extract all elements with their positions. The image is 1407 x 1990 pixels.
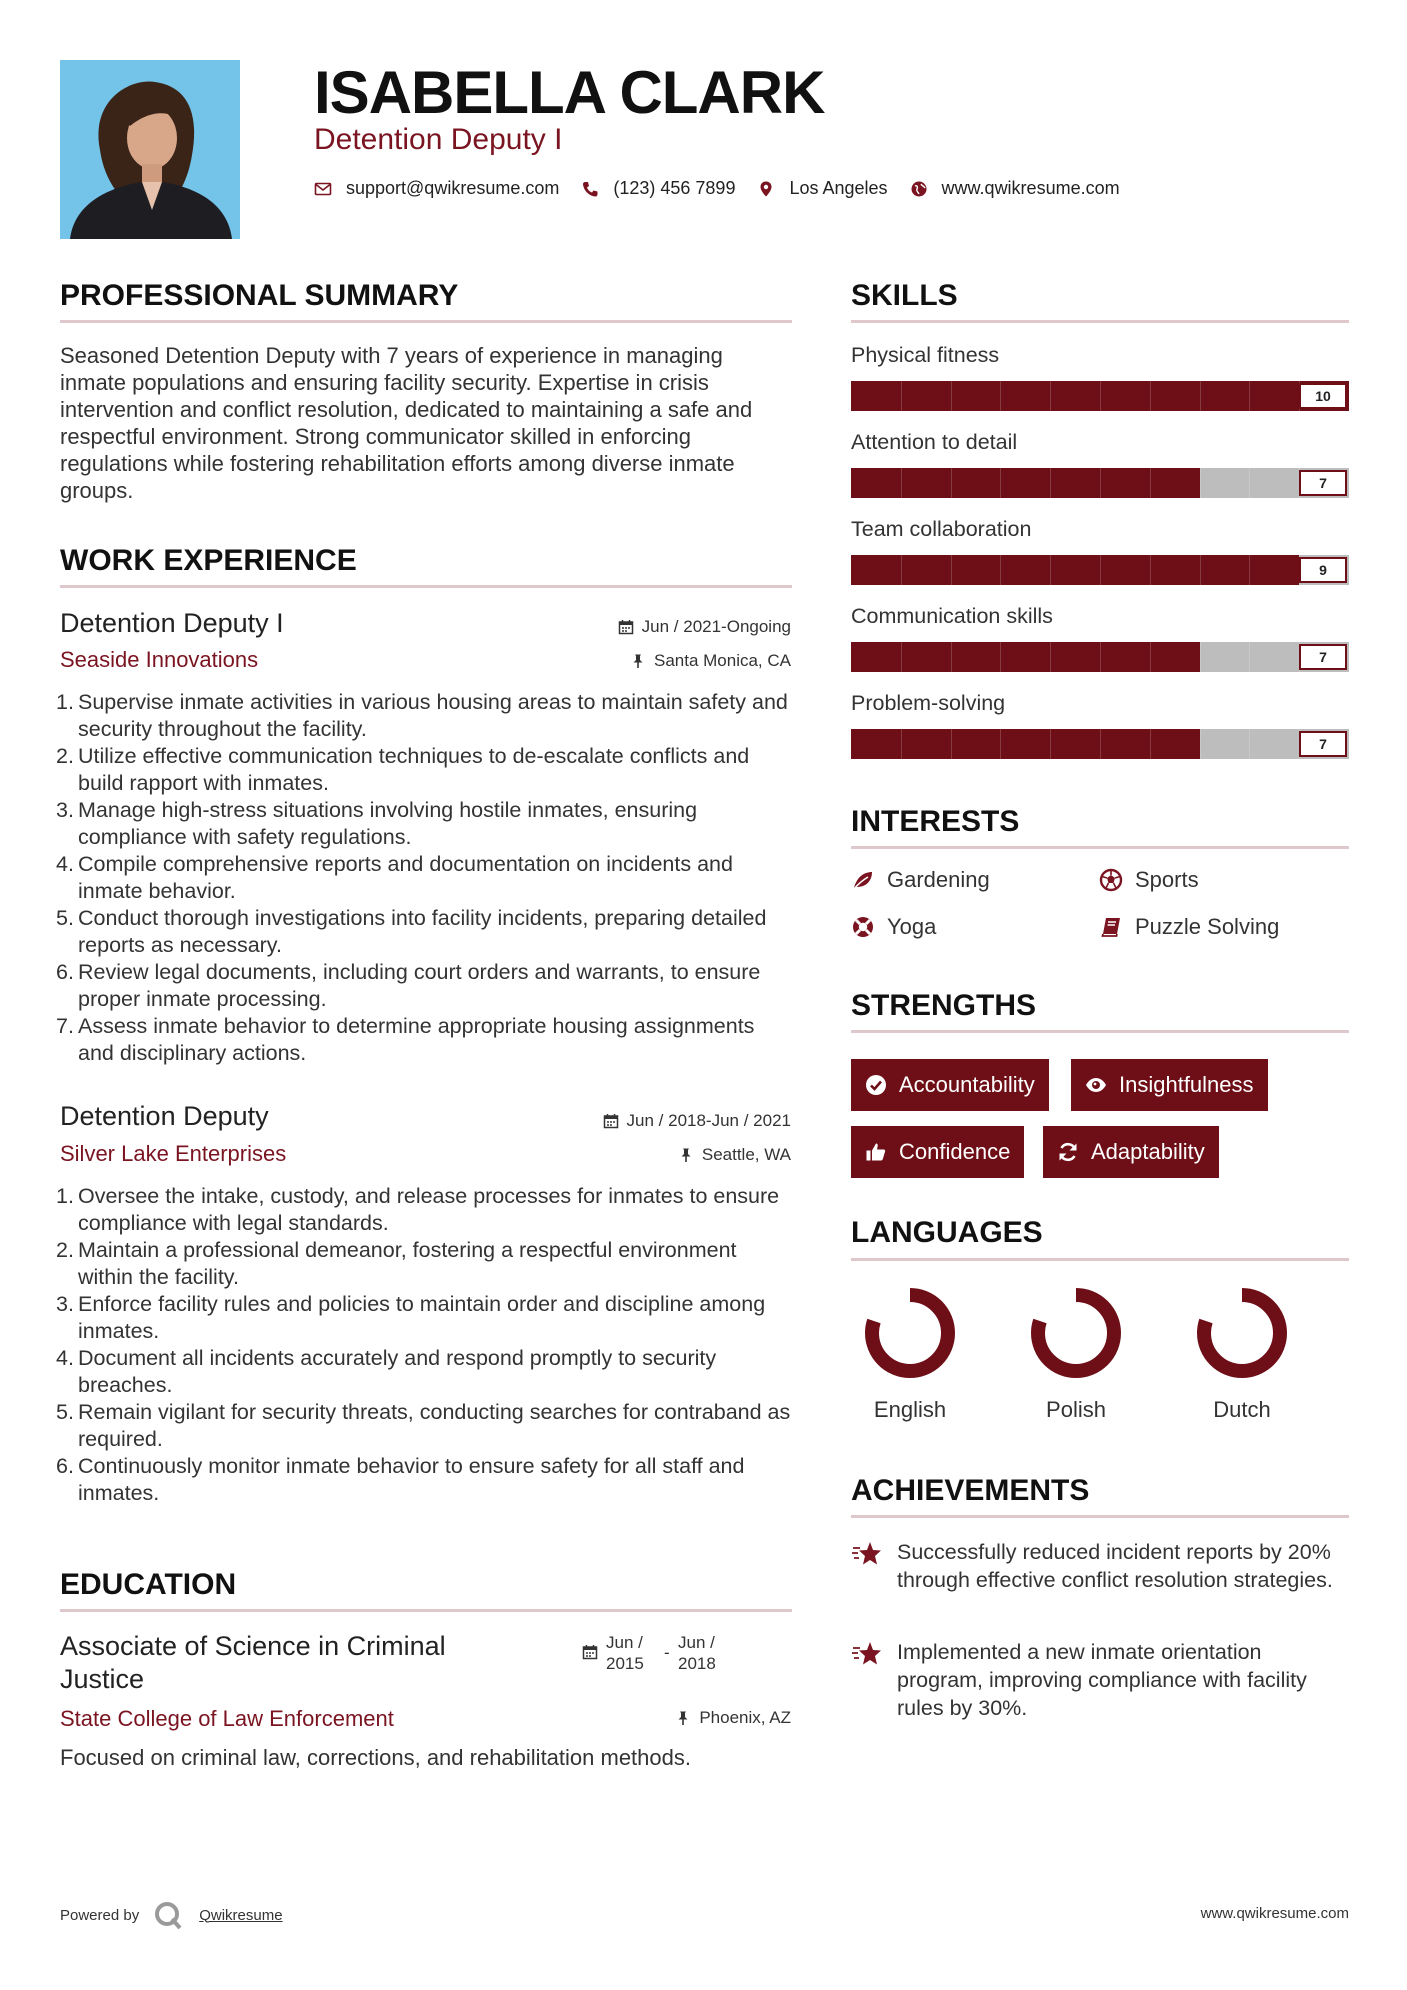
contact-bar [314,178,1142,199]
interest-item: Sports [1099,867,1199,893]
language-item [1026,1283,1126,1423]
list-item: 3. Enforce facility rules and policies to maintain order and discipline among inmates. [56,1292,766,1343]
language-item [860,1283,960,1423]
list-item: 2. Utilize effective communication techniques to de-escalate conflicts and build rapport with inmates. [56,744,750,795]
language-gauge-arc [1038,1295,1114,1371]
education-location-text: Phoenix, AZ [699,1708,791,1727]
job-company: Seaside Innovations [60,647,259,672]
education-description: Focused on criminal law, corrections, and rehabilitation methods. [60,1745,691,1770]
footer-powered-by [60,1900,283,1930]
language-name: Polish [1046,1397,1106,1422]
skill-bar-segment [1150,642,1151,672]
degree-title: Associate of Science in Criminal Justice [60,1631,446,1694]
soccer-ball-icon [1099,868,1123,892]
education-location [675,1707,791,1729]
language-gauge-arc [1204,1295,1280,1371]
skill-level-value: 7 [1299,644,1347,670]
profile-photo [60,60,240,239]
skill-bar-segment [1100,729,1101,759]
job-location-text: Seattle, WA [701,1145,791,1164]
skill-label: Team collaboration [851,517,1032,541]
phone-icon [581,180,599,198]
skill-level-value: 9 [1299,557,1347,583]
pushpin-icon [678,1147,694,1163]
interest-item: Yoga [851,914,936,940]
skill-label: Communication skills [851,604,1053,628]
education-dates: Jun / 2015 - Jun / 2018 [582,1632,716,1674]
language-gauge [1026,1283,1126,1383]
list-item: 6. Review legal documents, including court orders and warrants, to ensure proper inmate processing. [56,960,761,1011]
skill-bar-segment [1150,381,1151,411]
contact-email-text: support@qwikresume.com [346,178,560,198]
skill-bar-segment [1249,555,1250,585]
job-location [630,650,791,672]
brand-link[interactable]: Qwikresume [199,1906,283,1924]
interests-heading: INTERESTS [851,805,1020,838]
skill-bar-segment [1000,381,1001,411]
skill-bar-fill [851,555,1299,585]
education-divider [60,1609,792,1612]
summary-text: Seasoned Detention Deputy with 7 years of experience in managing inmate populations and ensuring facility security. Expertise in crisis intervention and conflict resolution, dedicated to maintaining a safe and respectful environment. Strong communicator skilled in enforcing regulations while fostering rehabilitation efforts among diverse inmate groups. [60,343,753,503]
portrait-image [60,60,240,239]
contact-website[interactable] [910,178,1120,199]
skill-bar-segment [1150,555,1151,585]
skills-heading: SKILLS [851,279,958,312]
achievements-heading: ACHIEVEMENTS [851,1474,1090,1507]
contact-phone-text: (123) 456 7899 [613,178,736,198]
skill-label: Problem-solving [851,691,1006,715]
contact-website-text: www.qwikresume.com [941,178,1120,198]
strength-badge: Confidence [851,1126,1024,1178]
strength-badge: Insightfulness [1071,1059,1268,1111]
list-item: 6. Continuously monitor inmate behavior to ensure safety for all staff and inmates. [56,1454,745,1505]
skill-bar [851,729,1349,759]
summary-heading: PROFESSIONAL SUMMARY [60,279,459,312]
achievements-divider [851,1515,1349,1518]
job-dates [603,1110,791,1132]
experience-heading: WORK EXPERIENCE [60,544,357,577]
powered-by-label: Powered by [60,1906,140,1924]
skills-divider [851,320,1349,323]
skill-bar [851,381,1349,411]
skill-bar-segment [1249,642,1250,672]
skill-label: Physical fitness [851,343,1000,367]
interest-item: Puzzle Solving [1099,914,1279,940]
skill-bar-segment [951,555,952,585]
skill-bar-fill [851,468,1200,498]
skill-bar-segment [951,381,952,411]
skill-bar-segment [1150,729,1151,759]
contact-location-text: Los Angeles [789,178,888,198]
skill-bar-segment [951,468,952,498]
skill-bar-segment [1100,468,1101,498]
skill-bar-segment [1050,729,1051,759]
language-gauge-arc [872,1295,948,1371]
experience-divider [60,585,792,588]
skill-bar-segment [901,555,902,585]
skill-bar-segment [1000,555,1001,585]
job-title: Detention Deputy I [60,608,284,638]
refresh-icon [1057,1141,1079,1163]
education-heading: EDUCATION [60,1568,237,1601]
check-circle-icon [865,1074,887,1096]
language-gauge [860,1283,960,1383]
achievement-text: Implemented a new inmate orientation program, improving compliance with facility rules by 30%. [897,1640,1307,1720]
list-item: 2. Maintain a professional demeanor, fostering a respectful environment within the facility. [56,1238,737,1289]
skill-bar-segment [1200,642,1201,672]
school-name: State College of Law Enforcement [60,1706,394,1731]
globe-icon [910,180,928,198]
languages-divider [851,1258,1349,1261]
list-item: 1. Oversee the intake, custody, and release processes for inmates to ensure compliance with legal standards. [56,1184,780,1235]
eye-icon [1085,1074,1107,1096]
contact-email[interactable] [314,178,559,199]
skill-level-value: 7 [1299,470,1347,496]
skill-level-value: 7 [1299,731,1347,757]
skill-bar-segment [1000,468,1001,498]
skill-bar-segment [1150,468,1151,498]
list-item: 7. Assess inmate behavior to determine appropriate housing assignments and disciplinary actions. [56,1014,755,1065]
strength-badge: Accountability [851,1059,1049,1111]
book-icon [1099,915,1123,939]
candidate-title: Detention Deputy I [314,123,563,156]
list-item: 4. Document all incidents accurately and respond promptly to security breaches. [56,1346,717,1397]
contact-location [757,178,887,199]
job-company: Silver Lake Enterprises [60,1141,287,1166]
contact-phone[interactable] [581,178,735,199]
star-icon [851,1540,883,1568]
skill-bar-segment [1249,468,1250,498]
skill-bar-segment [1000,729,1001,759]
job-dates [618,616,791,638]
skill-bar-fill [851,729,1200,759]
skill-bar-segment [1100,555,1101,585]
skill-bar-segment [1050,642,1051,672]
skill-level-value: 10 [1299,383,1347,409]
language-item [1192,1283,1292,1423]
list-item: 5. Remain vigilant for security threats, conducting searches for contraband as required. [56,1400,791,1451]
summary-divider [60,320,792,323]
skill-bar-segment [1100,642,1101,672]
list-item: 5. Conduct thorough investigations into facility incidents, preparing detailed reports as necessary. [56,906,767,957]
skill-label: Attention to detail [851,430,1018,454]
footer-website[interactable]: www.qwikresume.com [1200,1905,1349,1922]
skill-bar-segment [1249,729,1250,759]
calendar-icon [603,1113,619,1129]
leaf-icon [851,868,875,892]
skill-bar-segment [1249,381,1250,411]
lifebuoy-icon [851,915,875,939]
list-item: 4. Compile comprehensive reports and documentation on incidents and inmate behavior. [56,852,733,903]
interests-divider [851,846,1349,849]
skill-bar-segment [901,642,902,672]
language-name: Dutch [1213,1397,1271,1422]
skill-bar-segment [1200,729,1201,759]
achievement-text: Successfully reduced incident reports by 20% through effective conflict resolution strategies. [897,1540,1333,1592]
star-icon [851,1640,883,1668]
thumbs-up-icon [865,1141,887,1163]
skill-bar-segment [901,468,902,498]
strengths-heading: STRENGTHS [851,989,1037,1022]
qwikresume-logo-icon [153,1900,183,1930]
achievement-item [851,1638,1349,1722]
skill-bar-segment [1050,555,1051,585]
skill-bar-fill [851,642,1200,672]
skill-bar-segment [1050,381,1051,411]
job-dates-text: Jun / 2021-Ongoing [641,617,791,636]
job-dates-text: Jun / 2018-Jun / 2021 [626,1111,791,1130]
skill-bar [851,642,1349,672]
pushpin-icon [630,653,646,669]
interest-item: Gardening [851,867,990,893]
job-bullet-list [56,689,792,1067]
envelope-icon [314,180,332,198]
skill-bar-segment [1200,555,1201,585]
job-title: Detention Deputy [60,1101,269,1131]
strengths-divider [851,1030,1349,1033]
languages-heading: LANGUAGES [851,1216,1043,1249]
skill-bar-segment [1200,468,1201,498]
map-pin-icon [757,180,775,198]
skill-bar [851,555,1349,585]
strength-badge: Adaptability [1043,1126,1219,1178]
skill-bar-segment [1000,642,1001,672]
achievement-item [851,1538,1349,1594]
calendar-icon [618,619,634,635]
skill-bar [851,468,1349,498]
list-item: 3. Manage high-stress situations involving hostile inmates, ensuring compliance with safety regulations. [56,798,698,849]
skill-bar-segment [901,729,902,759]
job-location [678,1144,791,1166]
language-name: English [873,1397,947,1422]
job-location-text: Santa Monica, CA [653,651,791,670]
skill-bar-segment [1050,468,1051,498]
skill-bar-segment [951,729,952,759]
skill-bar-segment [1200,381,1201,411]
skill-bar-segment [1100,381,1101,411]
candidate-name: ISABELLA CLARK [314,59,825,126]
skill-bar-segment [901,381,902,411]
language-gauge [1192,1283,1292,1383]
list-item: 1. Supervise inmate activities in various housing areas to maintain safety and security throughout the facility. [56,690,788,741]
job-bullet-list [56,1183,792,1507]
skill-bar-segment [951,642,952,672]
calendar-icon [582,1644,598,1660]
pushpin-icon [675,1710,691,1726]
